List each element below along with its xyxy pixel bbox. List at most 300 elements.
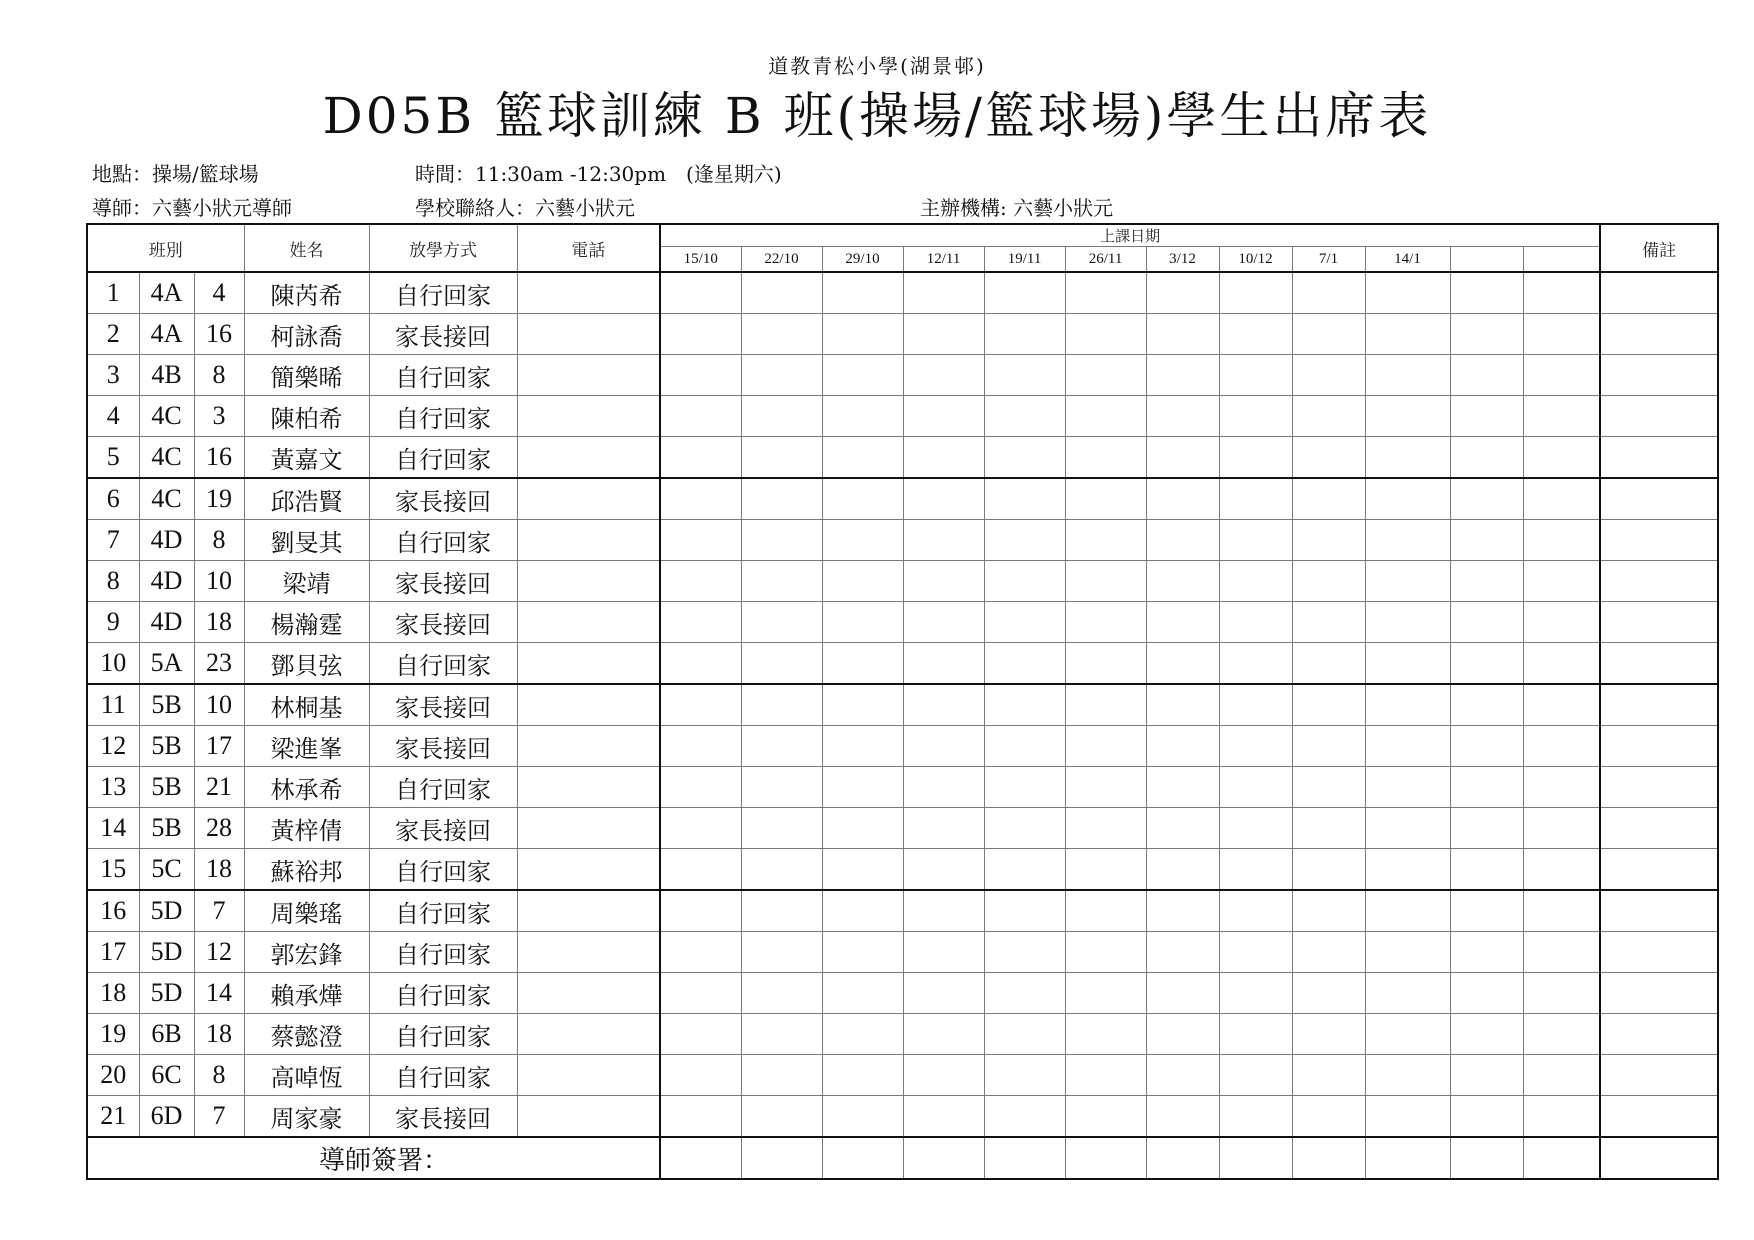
attendance-cell[interactable] xyxy=(660,1055,741,1096)
attendance-cell[interactable] xyxy=(741,272,822,314)
attendance-cell[interactable] xyxy=(741,808,822,849)
attendance-cell[interactable] xyxy=(903,396,984,437)
attendance-cell[interactable] xyxy=(660,643,741,685)
attendance-cell[interactable] xyxy=(660,684,741,726)
attendance-cell[interactable] xyxy=(741,932,822,973)
attendance-cell[interactable] xyxy=(822,849,903,891)
phone-cell[interactable] xyxy=(517,808,660,849)
attendance-cell[interactable] xyxy=(984,643,1065,685)
attendance-cell[interactable] xyxy=(741,973,822,1014)
attendance-cell[interactable] xyxy=(1065,767,1146,808)
attendance-cell[interactable] xyxy=(984,272,1065,314)
attendance-cell[interactable] xyxy=(822,767,903,808)
attendance-cell[interactable] xyxy=(1292,932,1365,973)
attendance-cell[interactable] xyxy=(1365,561,1450,602)
attendance-cell[interactable] xyxy=(660,932,741,973)
phone-cell[interactable] xyxy=(517,1014,660,1055)
attendance-cell[interactable] xyxy=(903,602,984,643)
attendance-cell[interactable] xyxy=(1292,478,1365,520)
phone-cell[interactable] xyxy=(517,890,660,932)
attendance-cell[interactable] xyxy=(984,314,1065,355)
attendance-cell[interactable] xyxy=(1292,767,1365,808)
attendance-cell[interactable] xyxy=(1146,1014,1219,1055)
attendance-cell[interactable] xyxy=(903,726,984,767)
attendance-cell[interactable] xyxy=(1146,767,1219,808)
attendance-cell[interactable] xyxy=(1219,643,1292,685)
attendance-cell[interactable] xyxy=(822,437,903,479)
attendance-cell[interactable] xyxy=(1450,272,1523,314)
attendance-cell[interactable] xyxy=(1365,808,1450,849)
attendance-cell[interactable] xyxy=(1292,849,1365,891)
phone-cell[interactable] xyxy=(517,643,660,685)
attendance-cell[interactable] xyxy=(1146,1096,1219,1138)
attendance-cell[interactable] xyxy=(822,314,903,355)
phone-cell[interactable] xyxy=(517,314,660,355)
attendance-cell[interactable] xyxy=(1146,726,1219,767)
attendance-cell[interactable] xyxy=(1365,272,1450,314)
attendance-cell[interactable] xyxy=(1146,396,1219,437)
attendance-cell[interactable] xyxy=(1365,932,1450,973)
attendance-cell[interactable] xyxy=(1292,890,1365,932)
attendance-cell[interactable] xyxy=(1523,643,1600,685)
attendance-cell[interactable] xyxy=(1365,314,1450,355)
attendance-cell[interactable] xyxy=(1292,1096,1365,1138)
attendance-cell[interactable] xyxy=(903,767,984,808)
attendance-cell[interactable] xyxy=(1450,726,1523,767)
attendance-cell[interactable] xyxy=(1292,1014,1365,1055)
attendance-cell[interactable] xyxy=(822,932,903,973)
attendance-cell[interactable] xyxy=(984,767,1065,808)
attendance-cell[interactable] xyxy=(822,890,903,932)
attendance-cell[interactable] xyxy=(741,1014,822,1055)
attendance-cell[interactable] xyxy=(822,643,903,685)
attendance-cell[interactable] xyxy=(1065,1055,1146,1096)
attendance-cell[interactable] xyxy=(660,973,741,1014)
attendance-cell[interactable] xyxy=(984,396,1065,437)
attendance-cell[interactable] xyxy=(822,684,903,726)
attendance-cell[interactable] xyxy=(1523,272,1600,314)
phone-cell[interactable] xyxy=(517,272,660,314)
attendance-cell[interactable] xyxy=(903,643,984,685)
attendance-cell[interactable] xyxy=(1450,520,1523,561)
attendance-cell[interactable] xyxy=(1292,520,1365,561)
remarks-cell[interactable] xyxy=(1600,932,1718,973)
attendance-cell[interactable] xyxy=(660,437,741,479)
attendance-cell[interactable] xyxy=(741,643,822,685)
signature-cell[interactable] xyxy=(903,1137,984,1179)
attendance-cell[interactable] xyxy=(1523,767,1600,808)
attendance-cell[interactable] xyxy=(1065,520,1146,561)
attendance-cell[interactable] xyxy=(741,314,822,355)
attendance-cell[interactable] xyxy=(1146,355,1219,396)
remarks-cell[interactable] xyxy=(1600,561,1718,602)
attendance-cell[interactable] xyxy=(984,1096,1065,1138)
attendance-cell[interactable] xyxy=(1450,437,1523,479)
attendance-cell[interactable] xyxy=(1292,643,1365,685)
phone-cell[interactable] xyxy=(517,478,660,520)
attendance-cell[interactable] xyxy=(1065,643,1146,685)
attendance-cell[interactable] xyxy=(1219,890,1292,932)
phone-cell[interactable] xyxy=(517,602,660,643)
attendance-cell[interactable] xyxy=(660,478,741,520)
attendance-cell[interactable] xyxy=(1523,973,1600,1014)
attendance-cell[interactable] xyxy=(1146,561,1219,602)
signature-cell[interactable] xyxy=(741,1137,822,1179)
attendance-cell[interactable] xyxy=(660,355,741,396)
remarks-cell[interactable] xyxy=(1600,890,1718,932)
attendance-cell[interactable] xyxy=(741,478,822,520)
attendance-cell[interactable] xyxy=(1450,1096,1523,1138)
attendance-cell[interactable] xyxy=(1219,314,1292,355)
attendance-cell[interactable] xyxy=(1146,890,1219,932)
attendance-cell[interactable] xyxy=(1365,355,1450,396)
attendance-cell[interactable] xyxy=(1365,437,1450,479)
attendance-cell[interactable] xyxy=(1219,602,1292,643)
attendance-cell[interactable] xyxy=(1065,684,1146,726)
attendance-cell[interactable] xyxy=(1450,973,1523,1014)
attendance-cell[interactable] xyxy=(741,355,822,396)
attendance-cell[interactable] xyxy=(903,1096,984,1138)
attendance-cell[interactable] xyxy=(1146,437,1219,479)
attendance-cell[interactable] xyxy=(741,520,822,561)
attendance-cell[interactable] xyxy=(822,478,903,520)
remarks-cell[interactable] xyxy=(1600,437,1718,479)
attendance-cell[interactable] xyxy=(984,1014,1065,1055)
signature-cell[interactable] xyxy=(984,1137,1065,1179)
attendance-cell[interactable] xyxy=(903,973,984,1014)
attendance-cell[interactable] xyxy=(1365,643,1450,685)
attendance-cell[interactable] xyxy=(1365,849,1450,891)
attendance-cell[interactable] xyxy=(1065,561,1146,602)
attendance-cell[interactable] xyxy=(1292,808,1365,849)
remarks-cell[interactable] xyxy=(1600,973,1718,1014)
attendance-cell[interactable] xyxy=(1292,684,1365,726)
attendance-cell[interactable] xyxy=(1523,684,1600,726)
signature-cell[interactable] xyxy=(822,1137,903,1179)
attendance-cell[interactable] xyxy=(1365,973,1450,1014)
remarks-cell[interactable] xyxy=(1600,272,1718,314)
phone-cell[interactable] xyxy=(517,355,660,396)
remarks-cell[interactable] xyxy=(1600,808,1718,849)
remarks-cell[interactable] xyxy=(1600,355,1718,396)
attendance-cell[interactable] xyxy=(984,1055,1065,1096)
attendance-cell[interactable] xyxy=(822,808,903,849)
attendance-cell[interactable] xyxy=(660,808,741,849)
attendance-cell[interactable] xyxy=(984,684,1065,726)
attendance-cell[interactable] xyxy=(1450,561,1523,602)
attendance-cell[interactable] xyxy=(660,272,741,314)
attendance-cell[interactable] xyxy=(1146,808,1219,849)
attendance-cell[interactable] xyxy=(903,684,984,726)
attendance-cell[interactable] xyxy=(1065,849,1146,891)
attendance-cell[interactable] xyxy=(1146,973,1219,1014)
attendance-cell[interactable] xyxy=(822,973,903,1014)
phone-cell[interactable] xyxy=(517,520,660,561)
attendance-cell[interactable] xyxy=(1523,437,1600,479)
attendance-cell[interactable] xyxy=(1450,602,1523,643)
attendance-cell[interactable] xyxy=(1146,272,1219,314)
attendance-cell[interactable] xyxy=(1365,602,1450,643)
attendance-cell[interactable] xyxy=(903,314,984,355)
attendance-cell[interactable] xyxy=(1219,684,1292,726)
attendance-cell[interactable] xyxy=(1523,849,1600,891)
attendance-cell[interactable] xyxy=(984,355,1065,396)
attendance-cell[interactable] xyxy=(1065,272,1146,314)
phone-cell[interactable] xyxy=(517,973,660,1014)
attendance-cell[interactable] xyxy=(1219,478,1292,520)
attendance-cell[interactable] xyxy=(1146,520,1219,561)
remarks-cell[interactable] xyxy=(1600,726,1718,767)
attendance-cell[interactable] xyxy=(1523,890,1600,932)
attendance-cell[interactable] xyxy=(984,808,1065,849)
attendance-cell[interactable] xyxy=(822,520,903,561)
attendance-cell[interactable] xyxy=(1523,932,1600,973)
phone-cell[interactable] xyxy=(517,561,660,602)
attendance-cell[interactable] xyxy=(1219,520,1292,561)
attendance-cell[interactable] xyxy=(1450,849,1523,891)
signature-cell[interactable] xyxy=(1365,1137,1450,1179)
remarks-cell[interactable] xyxy=(1600,684,1718,726)
attendance-cell[interactable] xyxy=(1365,396,1450,437)
phone-cell[interactable] xyxy=(517,849,660,891)
attendance-cell[interactable] xyxy=(1065,973,1146,1014)
signature-cell[interactable] xyxy=(1292,1137,1365,1179)
attendance-cell[interactable] xyxy=(822,726,903,767)
attendance-cell[interactable] xyxy=(1219,437,1292,479)
attendance-cell[interactable] xyxy=(1365,520,1450,561)
attendance-cell[interactable] xyxy=(1292,437,1365,479)
remarks-cell[interactable] xyxy=(1600,602,1718,643)
attendance-cell[interactable] xyxy=(903,561,984,602)
attendance-cell[interactable] xyxy=(741,1096,822,1138)
attendance-cell[interactable] xyxy=(660,314,741,355)
attendance-cell[interactable] xyxy=(1146,643,1219,685)
remarks-cell[interactable] xyxy=(1600,767,1718,808)
attendance-cell[interactable] xyxy=(1450,808,1523,849)
attendance-cell[interactable] xyxy=(984,932,1065,973)
attendance-cell[interactable] xyxy=(903,272,984,314)
attendance-cell[interactable] xyxy=(1450,1014,1523,1055)
attendance-cell[interactable] xyxy=(903,1055,984,1096)
attendance-cell[interactable] xyxy=(1365,890,1450,932)
attendance-cell[interactable] xyxy=(1065,314,1146,355)
attendance-cell[interactable] xyxy=(984,890,1065,932)
attendance-cell[interactable] xyxy=(1065,396,1146,437)
attendance-cell[interactable] xyxy=(1146,932,1219,973)
remarks-cell[interactable] xyxy=(1600,314,1718,355)
attendance-cell[interactable] xyxy=(1292,396,1365,437)
attendance-cell[interactable] xyxy=(1065,808,1146,849)
attendance-cell[interactable] xyxy=(1450,478,1523,520)
attendance-cell[interactable] xyxy=(1292,726,1365,767)
attendance-cell[interactable] xyxy=(1146,602,1219,643)
attendance-cell[interactable] xyxy=(903,1014,984,1055)
phone-cell[interactable] xyxy=(517,684,660,726)
attendance-cell[interactable] xyxy=(903,355,984,396)
attendance-cell[interactable] xyxy=(903,437,984,479)
attendance-cell[interactable] xyxy=(1523,478,1600,520)
attendance-cell[interactable] xyxy=(741,437,822,479)
attendance-cell[interactable] xyxy=(1065,1096,1146,1138)
attendance-cell[interactable] xyxy=(741,767,822,808)
signature-remarks-cell[interactable] xyxy=(1600,1137,1718,1179)
attendance-cell[interactable] xyxy=(1219,396,1292,437)
attendance-cell[interactable] xyxy=(660,1096,741,1138)
attendance-cell[interactable] xyxy=(1523,602,1600,643)
attendance-cell[interactable] xyxy=(1219,1014,1292,1055)
signature-cell[interactable] xyxy=(1450,1137,1523,1179)
attendance-cell[interactable] xyxy=(741,561,822,602)
remarks-cell[interactable] xyxy=(1600,1096,1718,1138)
attendance-cell[interactable] xyxy=(1523,1014,1600,1055)
attendance-cell[interactable] xyxy=(1450,396,1523,437)
attendance-cell[interactable] xyxy=(903,808,984,849)
attendance-cell[interactable] xyxy=(1523,314,1600,355)
attendance-cell[interactable] xyxy=(1219,272,1292,314)
attendance-cell[interactable] xyxy=(1146,1055,1219,1096)
attendance-cell[interactable] xyxy=(1450,643,1523,685)
attendance-cell[interactable] xyxy=(903,478,984,520)
attendance-cell[interactable] xyxy=(1292,1055,1365,1096)
attendance-cell[interactable] xyxy=(741,1055,822,1096)
attendance-cell[interactable] xyxy=(1065,602,1146,643)
attendance-cell[interactable] xyxy=(1365,1055,1450,1096)
attendance-cell[interactable] xyxy=(1450,767,1523,808)
attendance-cell[interactable] xyxy=(822,561,903,602)
attendance-cell[interactable] xyxy=(1292,561,1365,602)
attendance-cell[interactable] xyxy=(660,767,741,808)
attendance-cell[interactable] xyxy=(822,1055,903,1096)
attendance-cell[interactable] xyxy=(1523,561,1600,602)
attendance-cell[interactable] xyxy=(1146,849,1219,891)
attendance-cell[interactable] xyxy=(1065,932,1146,973)
attendance-cell[interactable] xyxy=(1523,520,1600,561)
attendance-cell[interactable] xyxy=(660,561,741,602)
attendance-cell[interactable] xyxy=(1065,437,1146,479)
attendance-cell[interactable] xyxy=(1365,726,1450,767)
attendance-cell[interactable] xyxy=(1146,314,1219,355)
attendance-cell[interactable] xyxy=(822,396,903,437)
attendance-cell[interactable] xyxy=(1523,396,1600,437)
attendance-cell[interactable] xyxy=(1146,684,1219,726)
attendance-cell[interactable] xyxy=(660,602,741,643)
attendance-cell[interactable] xyxy=(1219,849,1292,891)
attendance-cell[interactable] xyxy=(903,520,984,561)
attendance-cell[interactable] xyxy=(1523,726,1600,767)
signature-cell[interactable] xyxy=(1523,1137,1600,1179)
attendance-cell[interactable] xyxy=(822,602,903,643)
attendance-cell[interactable] xyxy=(1292,272,1365,314)
attendance-cell[interactable] xyxy=(1219,808,1292,849)
attendance-cell[interactable] xyxy=(1292,355,1365,396)
attendance-cell[interactable] xyxy=(984,478,1065,520)
attendance-cell[interactable] xyxy=(660,396,741,437)
attendance-cell[interactable] xyxy=(1219,932,1292,973)
attendance-cell[interactable] xyxy=(1523,355,1600,396)
attendance-cell[interactable] xyxy=(822,272,903,314)
attendance-cell[interactable] xyxy=(1365,1096,1450,1138)
attendance-cell[interactable] xyxy=(1219,767,1292,808)
signature-cell[interactable] xyxy=(1146,1137,1219,1179)
attendance-cell[interactable] xyxy=(660,520,741,561)
remarks-cell[interactable] xyxy=(1600,478,1718,520)
attendance-cell[interactable] xyxy=(822,355,903,396)
attendance-cell[interactable] xyxy=(1065,1014,1146,1055)
attendance-cell[interactable] xyxy=(1450,932,1523,973)
phone-cell[interactable] xyxy=(517,1096,660,1138)
attendance-cell[interactable] xyxy=(984,437,1065,479)
attendance-cell[interactable] xyxy=(1523,1055,1600,1096)
attendance-cell[interactable] xyxy=(1292,973,1365,1014)
attendance-cell[interactable] xyxy=(1365,478,1450,520)
attendance-cell[interactable] xyxy=(1292,602,1365,643)
attendance-cell[interactable] xyxy=(1219,973,1292,1014)
attendance-cell[interactable] xyxy=(984,849,1065,891)
attendance-cell[interactable] xyxy=(741,684,822,726)
attendance-cell[interactable] xyxy=(741,726,822,767)
attendance-cell[interactable] xyxy=(822,1096,903,1138)
attendance-cell[interactable] xyxy=(984,726,1065,767)
attendance-cell[interactable] xyxy=(660,726,741,767)
remarks-cell[interactable] xyxy=(1600,1014,1718,1055)
attendance-cell[interactable] xyxy=(1365,1014,1450,1055)
attendance-cell[interactable] xyxy=(984,561,1065,602)
attendance-cell[interactable] xyxy=(741,890,822,932)
attendance-cell[interactable] xyxy=(741,396,822,437)
remarks-cell[interactable] xyxy=(1600,643,1718,685)
attendance-cell[interactable] xyxy=(741,602,822,643)
attendance-cell[interactable] xyxy=(1450,355,1523,396)
signature-cell[interactable] xyxy=(660,1137,741,1179)
signature-cell[interactable] xyxy=(1219,1137,1292,1179)
phone-cell[interactable] xyxy=(517,726,660,767)
attendance-cell[interactable] xyxy=(660,1014,741,1055)
attendance-cell[interactable] xyxy=(1219,1055,1292,1096)
phone-cell[interactable] xyxy=(517,932,660,973)
attendance-cell[interactable] xyxy=(1292,314,1365,355)
attendance-cell[interactable] xyxy=(1219,355,1292,396)
remarks-cell[interactable] xyxy=(1600,849,1718,891)
attendance-cell[interactable] xyxy=(1219,561,1292,602)
attendance-cell[interactable] xyxy=(1365,767,1450,808)
attendance-cell[interactable] xyxy=(1219,726,1292,767)
attendance-cell[interactable] xyxy=(1219,1096,1292,1138)
attendance-cell[interactable] xyxy=(1523,808,1600,849)
attendance-cell[interactable] xyxy=(1065,726,1146,767)
attendance-cell[interactable] xyxy=(903,849,984,891)
attendance-cell[interactable] xyxy=(984,973,1065,1014)
phone-cell[interactable] xyxy=(517,437,660,479)
attendance-cell[interactable] xyxy=(1450,890,1523,932)
attendance-cell[interactable] xyxy=(1065,355,1146,396)
attendance-cell[interactable] xyxy=(1450,1055,1523,1096)
attendance-cell[interactable] xyxy=(1365,684,1450,726)
attendance-cell[interactable] xyxy=(660,849,741,891)
attendance-cell[interactable] xyxy=(903,890,984,932)
attendance-cell[interactable] xyxy=(1065,890,1146,932)
attendance-cell[interactable] xyxy=(1065,478,1146,520)
attendance-cell[interactable] xyxy=(660,890,741,932)
attendance-cell[interactable] xyxy=(822,1014,903,1055)
remarks-cell[interactable] xyxy=(1600,1055,1718,1096)
phone-cell[interactable] xyxy=(517,767,660,808)
remarks-cell[interactable] xyxy=(1600,520,1718,561)
attendance-cell[interactable] xyxy=(903,932,984,973)
phone-cell[interactable] xyxy=(517,396,660,437)
signature-cell[interactable] xyxy=(1065,1137,1146,1179)
attendance-cell[interactable] xyxy=(984,602,1065,643)
phone-cell[interactable] xyxy=(517,1055,660,1096)
